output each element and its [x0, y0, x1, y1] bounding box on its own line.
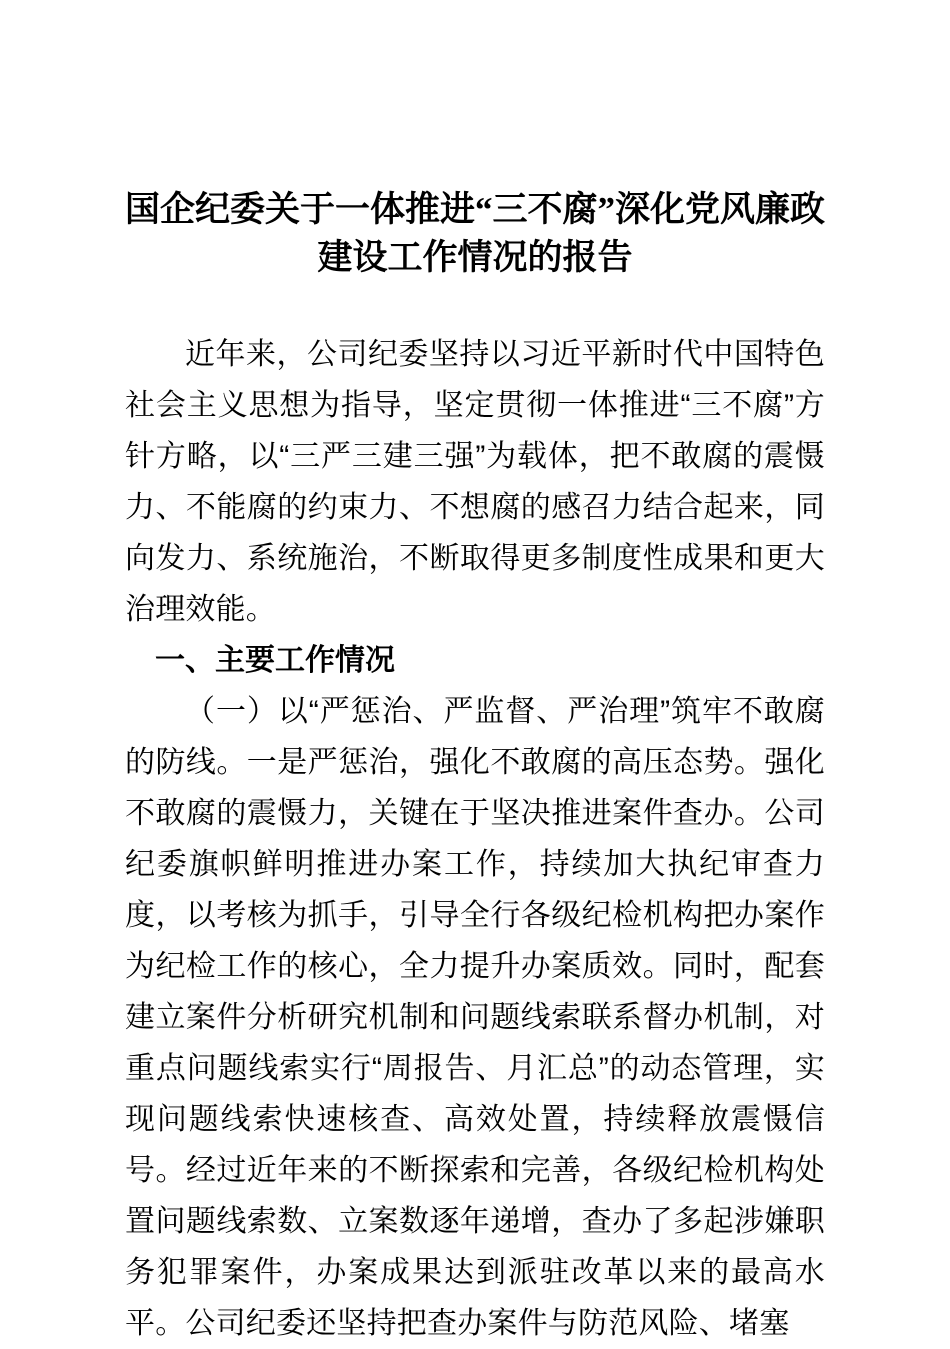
page-title-line-1: 国企纪委关于一体推进“三不腐”深化党风廉政	[125, 190, 826, 229]
page-title-line-2: 建设工作情况的报告	[317, 238, 633, 277]
title-body-spacer	[125, 282, 825, 329]
paragraph-intro: 近年来，公司纪委坚持以习近平新时代中国特色社会主义思想为指导，坚定贯彻一体推进“三不腐”方针方略，以“三严三建三强”为载体，把不敢腐的震慑力、不能腐的约束力、不想腐的感召力结合起来，同向发力、系统施治，不断取得更多制度性成果和更大治理效能。	[125, 338, 825, 626]
paragraph-subsection-1: （一）以“严惩治、严监督、严治理”筑牢不敢腐的防线。一是严惩治，强化不敢腐的高压态势。强化不敢腐的震慑力，关键在于坚决推进案件查办。公司纪委旗帜鲜明推进办案工作，持续加大执纪审查力度，以考核为抓手，引导全行各级纪检机构把办案作为纪检工作的核心，全力提升办案质效。同时，配套建立案件分析研究机制和问题线索联系督办机制，对重点问题线索实行“周报告、月汇总”的动态管理，实现问题线索快速核查、高效处置，持续释放震慑信号。经过近年来的不断探索和完善，各级纪检机构处置问题线索数、立案数逐年递增，查办了多起涉嫌职务犯罪案件，办案成果达到派驻改革以来的最高水平。公司纪委还坚持把查办案件与防范风险、堵塞	[125, 695, 825, 1340]
document-content	[125, 0, 825, 1349]
section-heading-1: 一、主要工作情况	[155, 644, 395, 677]
page-title	[125, 0, 825, 282]
